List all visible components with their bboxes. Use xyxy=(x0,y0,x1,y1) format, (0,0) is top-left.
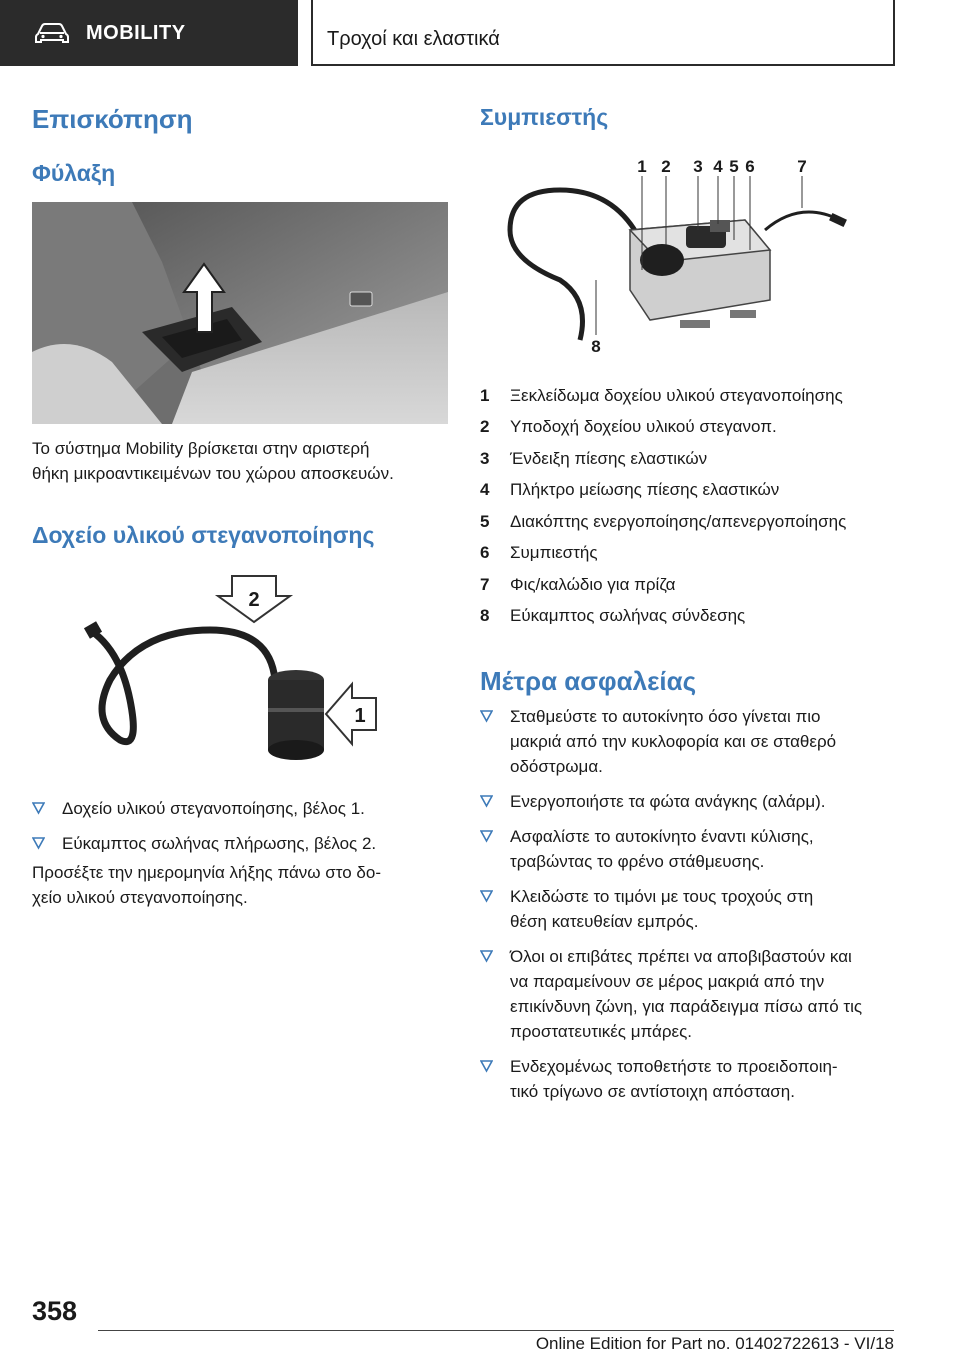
list-item: Ενδεχομένως τοποθετήστε το προειδοποιη- τικό τρίγωνο σε αντίστοιχη απόσταση. xyxy=(480,1054,920,1104)
list-item: Σταθμεύστε το αυτοκίνητο όσο γίνεται πιο μακριά από την κυκλοφορία και σε σταθερό οδόστρωμα. xyxy=(480,704,920,779)
triangle-bullet-icon xyxy=(480,950,493,963)
list-item: Δοχείο υλικού στεγανοποίησης, βέλος 1. xyxy=(32,796,452,821)
fig-label-1: 1 xyxy=(354,705,366,727)
compressor-heading: Συμπιεστής xyxy=(480,104,609,130)
edition-info: Online Edition for Part no. 01402722613 - VI/18 xyxy=(535,1334,894,1353)
fig-label-2: 2 xyxy=(248,589,260,611)
triangle-bullet-icon xyxy=(480,1060,493,1073)
storage-heading: Φύλαξη xyxy=(32,160,116,186)
sealant-bottle-illustration xyxy=(80,570,400,770)
trunk-storage-photo xyxy=(32,202,448,424)
triangle-bullet-icon xyxy=(480,710,493,723)
sealant-heading: Δοχείο υλικού στεγανοποίησης xyxy=(32,522,375,548)
list-item: Όλοι οι επιβάτες πρέπει να αποβιβαστούν και να παραμείνουν σε μέρος μακριά από την επικίνδυνη ζώνη, για παράδειγμα πίσω από τις προστατευτικές μπάρες. xyxy=(480,944,920,1044)
triangle-bullet-icon xyxy=(480,890,493,903)
list-item: Κλειδώστε το τιμόνι με τους τροχούς στη θέση κατευθείαν εμπρός. xyxy=(480,884,920,934)
triangle-bullet-icon xyxy=(480,830,493,843)
legend-item: 3 Ένδειξη πίεσης ελαστικών xyxy=(480,448,708,468)
legend-item: 6 Συμπιεστής xyxy=(480,543,598,563)
section-tab xyxy=(0,0,298,66)
list-item: Εύκαμπτος σωλήνας πλήρωσης, βέλος 2. xyxy=(32,831,452,856)
storage-text-line-2: θήκη μικροαντικειμένων του χώρου αποσκευών. xyxy=(32,464,394,483)
triangle-bullet-icon xyxy=(480,795,493,808)
fig-label-6: 6 xyxy=(745,157,755,176)
sealant-bullet-list xyxy=(32,796,452,866)
car-icon xyxy=(34,21,70,45)
fig-label-1: 1 xyxy=(637,157,647,176)
page-header xyxy=(0,0,960,66)
fig-label-4: 4 xyxy=(713,157,723,176)
legend-item: 2 Υποδοχή δοχείου υλικού στεγανοπ. xyxy=(480,417,777,437)
fig-label-3: 3 xyxy=(693,157,703,176)
list-item: Ενεργοποιήστε τα φώτα ανάγκης (αλάρμ). xyxy=(480,789,920,814)
legend-item: 4 Πλήκτρο μείωσης πίεσης ελαστικών xyxy=(480,480,780,500)
page-number: 358 xyxy=(32,1296,78,1326)
fig-label-7: 7 xyxy=(797,157,807,176)
legend-item: 5 Διακόπτης ενεργοποίησης/απενεργοποίησης xyxy=(480,511,847,531)
safety-heading: Μέτρα ασφαλείας xyxy=(480,666,697,696)
section-label: MOBILITY xyxy=(86,21,186,44)
list-item: Ασφαλίστε το αυτοκίνητο έναντι κύλισης, τραβώντας το φρένο στάθμευσης. xyxy=(480,824,920,874)
compressor-legend xyxy=(480,380,920,632)
fig-label-8: 8 xyxy=(591,337,601,356)
expiry-note-line-2: χείο υλικού στεγανοποίησης. xyxy=(32,888,248,907)
storage-text-line-1: Το σύστημα Mobility βρίσκεται στην αριστερή xyxy=(32,439,370,458)
triangle-bullet-icon xyxy=(32,802,45,815)
compressor-illustration xyxy=(500,150,860,360)
legend-item: 7 Φις/καλώδιο για πρίζα xyxy=(480,574,676,594)
expiry-note-line-1: Προσέξτε την ημερομηνία λήξης πάνω στο δο- xyxy=(32,863,381,882)
legend-item: 8 Εύκαμπτος σωλήνας σύνδεσης xyxy=(480,606,746,626)
triangle-bullet-icon xyxy=(32,837,45,850)
safety-bullet-list xyxy=(480,704,920,1114)
chapter-title: Τροχοί και ελαστικά xyxy=(311,0,895,66)
fig-label-2: 2 xyxy=(661,157,671,176)
footer-divider xyxy=(98,1330,894,1331)
legend-item: 1 Ξεκλείδωμα δοχείου υλικού στεγανοποίησης xyxy=(480,385,843,405)
page-title: Επισκόπηση xyxy=(32,104,193,134)
fig-label-5: 5 xyxy=(729,157,739,176)
